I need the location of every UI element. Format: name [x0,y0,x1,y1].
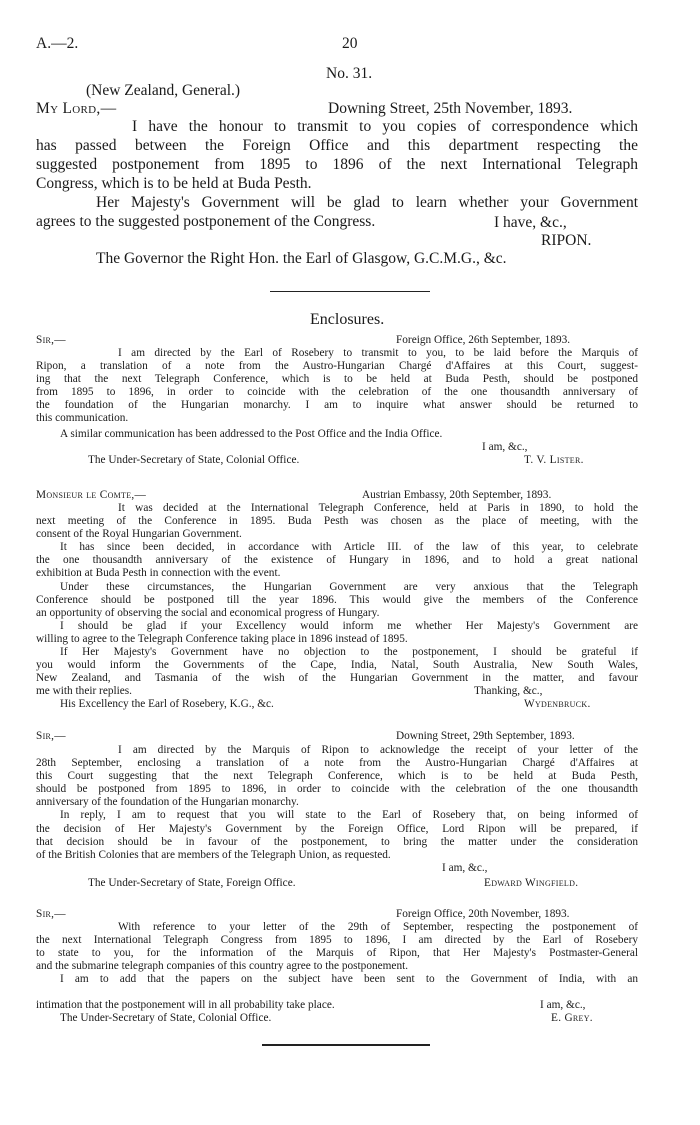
document-number: No. 31. [326,65,373,82]
text-line: In reply, I am to request that you will state to the Earl of Rosebery that, on being informed of [60,809,638,822]
text-line: to state to you, for the information of the Marquis of Ripon, that Her Majesty's Postmaster-General [36,947,638,960]
paragraph [36,921,638,986]
signature: RIPON. [541,232,592,249]
text-line: I have the honour to transmit to you copies of correspondence which [132,118,638,135]
text-line: willing to agree to the Telegraph Conference taking place in 1896 instead of 1895. [36,632,408,645]
paragraph [36,502,638,698]
enclosures-heading: Enclosures. [310,311,385,328]
text-line: the foundation of the Hungarian monarchy. I am to inquire what answer should be returned to [36,399,638,412]
signature: T. V. Lister. [524,454,584,466]
text-line: intimation that the postponement will in all probability take place. [36,999,335,1011]
closing: I am, &c., [540,999,586,1011]
text-line: It has since been decided, in accordance with Article III. of the law of this year, to celebrate [60,541,638,554]
text-line: you would inform the Governments of the Cape, India, Natal, South Australia, New South Wales, [36,659,638,672]
salutation: My Lord,— [36,100,117,117]
text-line: suggested postponement from 1895 to 1896 of the next International Telegraph [36,156,638,173]
text-line: me with their replies. [36,685,132,698]
text-line: I should be glad if your Excellency would inform me whether Her Majesty's Government are [60,619,638,632]
text-line: Ripon, a translation of a note from the Austro-Hungarian Chargé d'Affaires at this Court, suggest- [36,360,638,373]
text-line: exhibition at Buda Pesth in connection with the event. [36,567,281,580]
text-line: consent of the Royal Hungarian Government. [36,528,242,541]
text-line: With reference to your letter of the 29th of September, respecting the postponement of [118,921,638,933]
colony-heading: (New Zealand, General.) [86,82,241,99]
text-line: of the British Colonies that are members of the Telegraph Union, as requested. [36,848,391,861]
closing: I have, &c., [494,214,567,231]
text-line: agrees to the suggested postponement of the Congress. [36,213,376,230]
place-date: Downing Street, 25th November, 1893. [328,100,573,117]
paragraph [36,347,638,426]
place-date: Downing Street, 29th September, 1893. [396,730,575,742]
addressee: The Governor the Right Hon. the Earl of Glasgow, G.C.M.G., &c. [96,250,507,267]
text-line: Congress, which is to be held at Buda Pesth. [36,175,312,192]
paragraph [36,744,638,862]
addressee: The Under-Secretary of State, Foreign Office. [88,877,296,889]
salutation: Sir,— [36,908,66,920]
signature: Wydenbruck. [524,698,591,710]
text-line: this communication. [36,412,129,425]
closing: Thanking, &c., [474,685,543,697]
addressee: The Under-Secretary of State, Colonial Office. [88,454,300,466]
paragraph [36,117,638,193]
text-line: should be postponed from 1895 to 1896, in order to coincide with the celebration of the one thousandth [36,783,638,796]
text-line: ing that the next Telegraph Conference, which is to be held at Buda Pesth, should be postponed [36,373,638,386]
salutation: Monsieur le Comte,— [36,489,147,501]
text-line: that decision should be in favour of the postponement, to bring the matter under the consideration [36,835,638,848]
text-line: Under these circumstances, the Hungarian Government are very anxious that the Telegraph [60,580,638,593]
text-line: New Zealand, and Tasmania of the wish of the Hungarian Government in the matter, and favour [36,672,638,685]
addressee: His Excellency the Earl of Rosebery, K.G., &c. [60,698,274,710]
place-date: Foreign Office, 26th September, 1893. [396,334,571,346]
text-line: 28th September, enclosing a translation of a note from the Austro-Hungarian Chargé d'Affaires at [36,757,638,770]
text-line: has passed between the Foreign Office and this department respecting the [36,137,638,154]
text-line: anniversary of the foundation of the Hungarian monarchy. [36,796,299,809]
text-line: Her Majesty's Government will be glad to learn whether your Government [96,194,638,211]
text-line: It was decided at the International Telegraph Conference, held at Paris in 1890, to hold the [118,502,638,514]
text-line: the one thousandth anniversary of the existence of Hungary in 1896, and to hold a great national [36,554,638,567]
text-line: next meeting of the Conference in 1895. Buda Pesth was chosen as the place of meeting, with the [36,515,638,528]
text-line: from 1895 to 1896, in order to coincide with the celebration of the one thousandth anniversary of [36,386,638,399]
closing: I am, &c., [442,862,488,874]
page-number: 20 [342,35,358,52]
series-number: A.—2. [36,35,79,52]
place-date: Austrian Embassy, 20th September, 1893. [362,489,552,501]
signature: Edward Wingfield. [484,877,579,889]
place-date: Foreign Office, 20th November, 1893. [396,908,570,920]
paragraph: A similar communication has been addressed to the Post Office and the India Office. [60,428,443,440]
closing: I am, &c., [482,441,528,453]
divider [270,291,430,292]
salutation: Sir,— [36,334,66,346]
text-line: I am to add that the papers on the subject have been sent to the Government of India, with an [60,973,638,986]
text-line: I am directed by the Earl of Rosebery to transmit to you, to be laid before the Marquis of [118,347,638,359]
signature: E. Grey. [551,1012,593,1024]
addressee: The Under-Secretary of State, Colonial Office. [60,1012,272,1024]
text-line: Conference should be postponed till the year 1896. This would give the members of the Conference [36,593,638,606]
end-rule [262,1044,430,1046]
text-line: and the submarine telegraph companies of this country agree to the postponement. [36,960,409,973]
text-line: the next International Telegraph Congress from 1895 to 1896, I am directed by the Earl of Rosebery [36,934,638,947]
text-line: this Court suggesting that the next Telegraph Conference, which is to be held at Buda Pesth, [36,770,638,783]
text-line: an opportunity of observing the social and economical progress of Hungary. [36,606,380,619]
text-line: If Her Majesty's Government have no objection to the postponement, I should be grateful if [60,646,638,659]
text-line: the decision of Her Majesty's Government by the Foreign Office, Lord Ripon will be prepared, if [36,822,638,835]
text-line: I am directed by the Marquis of Ripon to acknowledge the receipt of your letter of the [118,744,638,756]
salutation: Sir,— [36,730,66,742]
